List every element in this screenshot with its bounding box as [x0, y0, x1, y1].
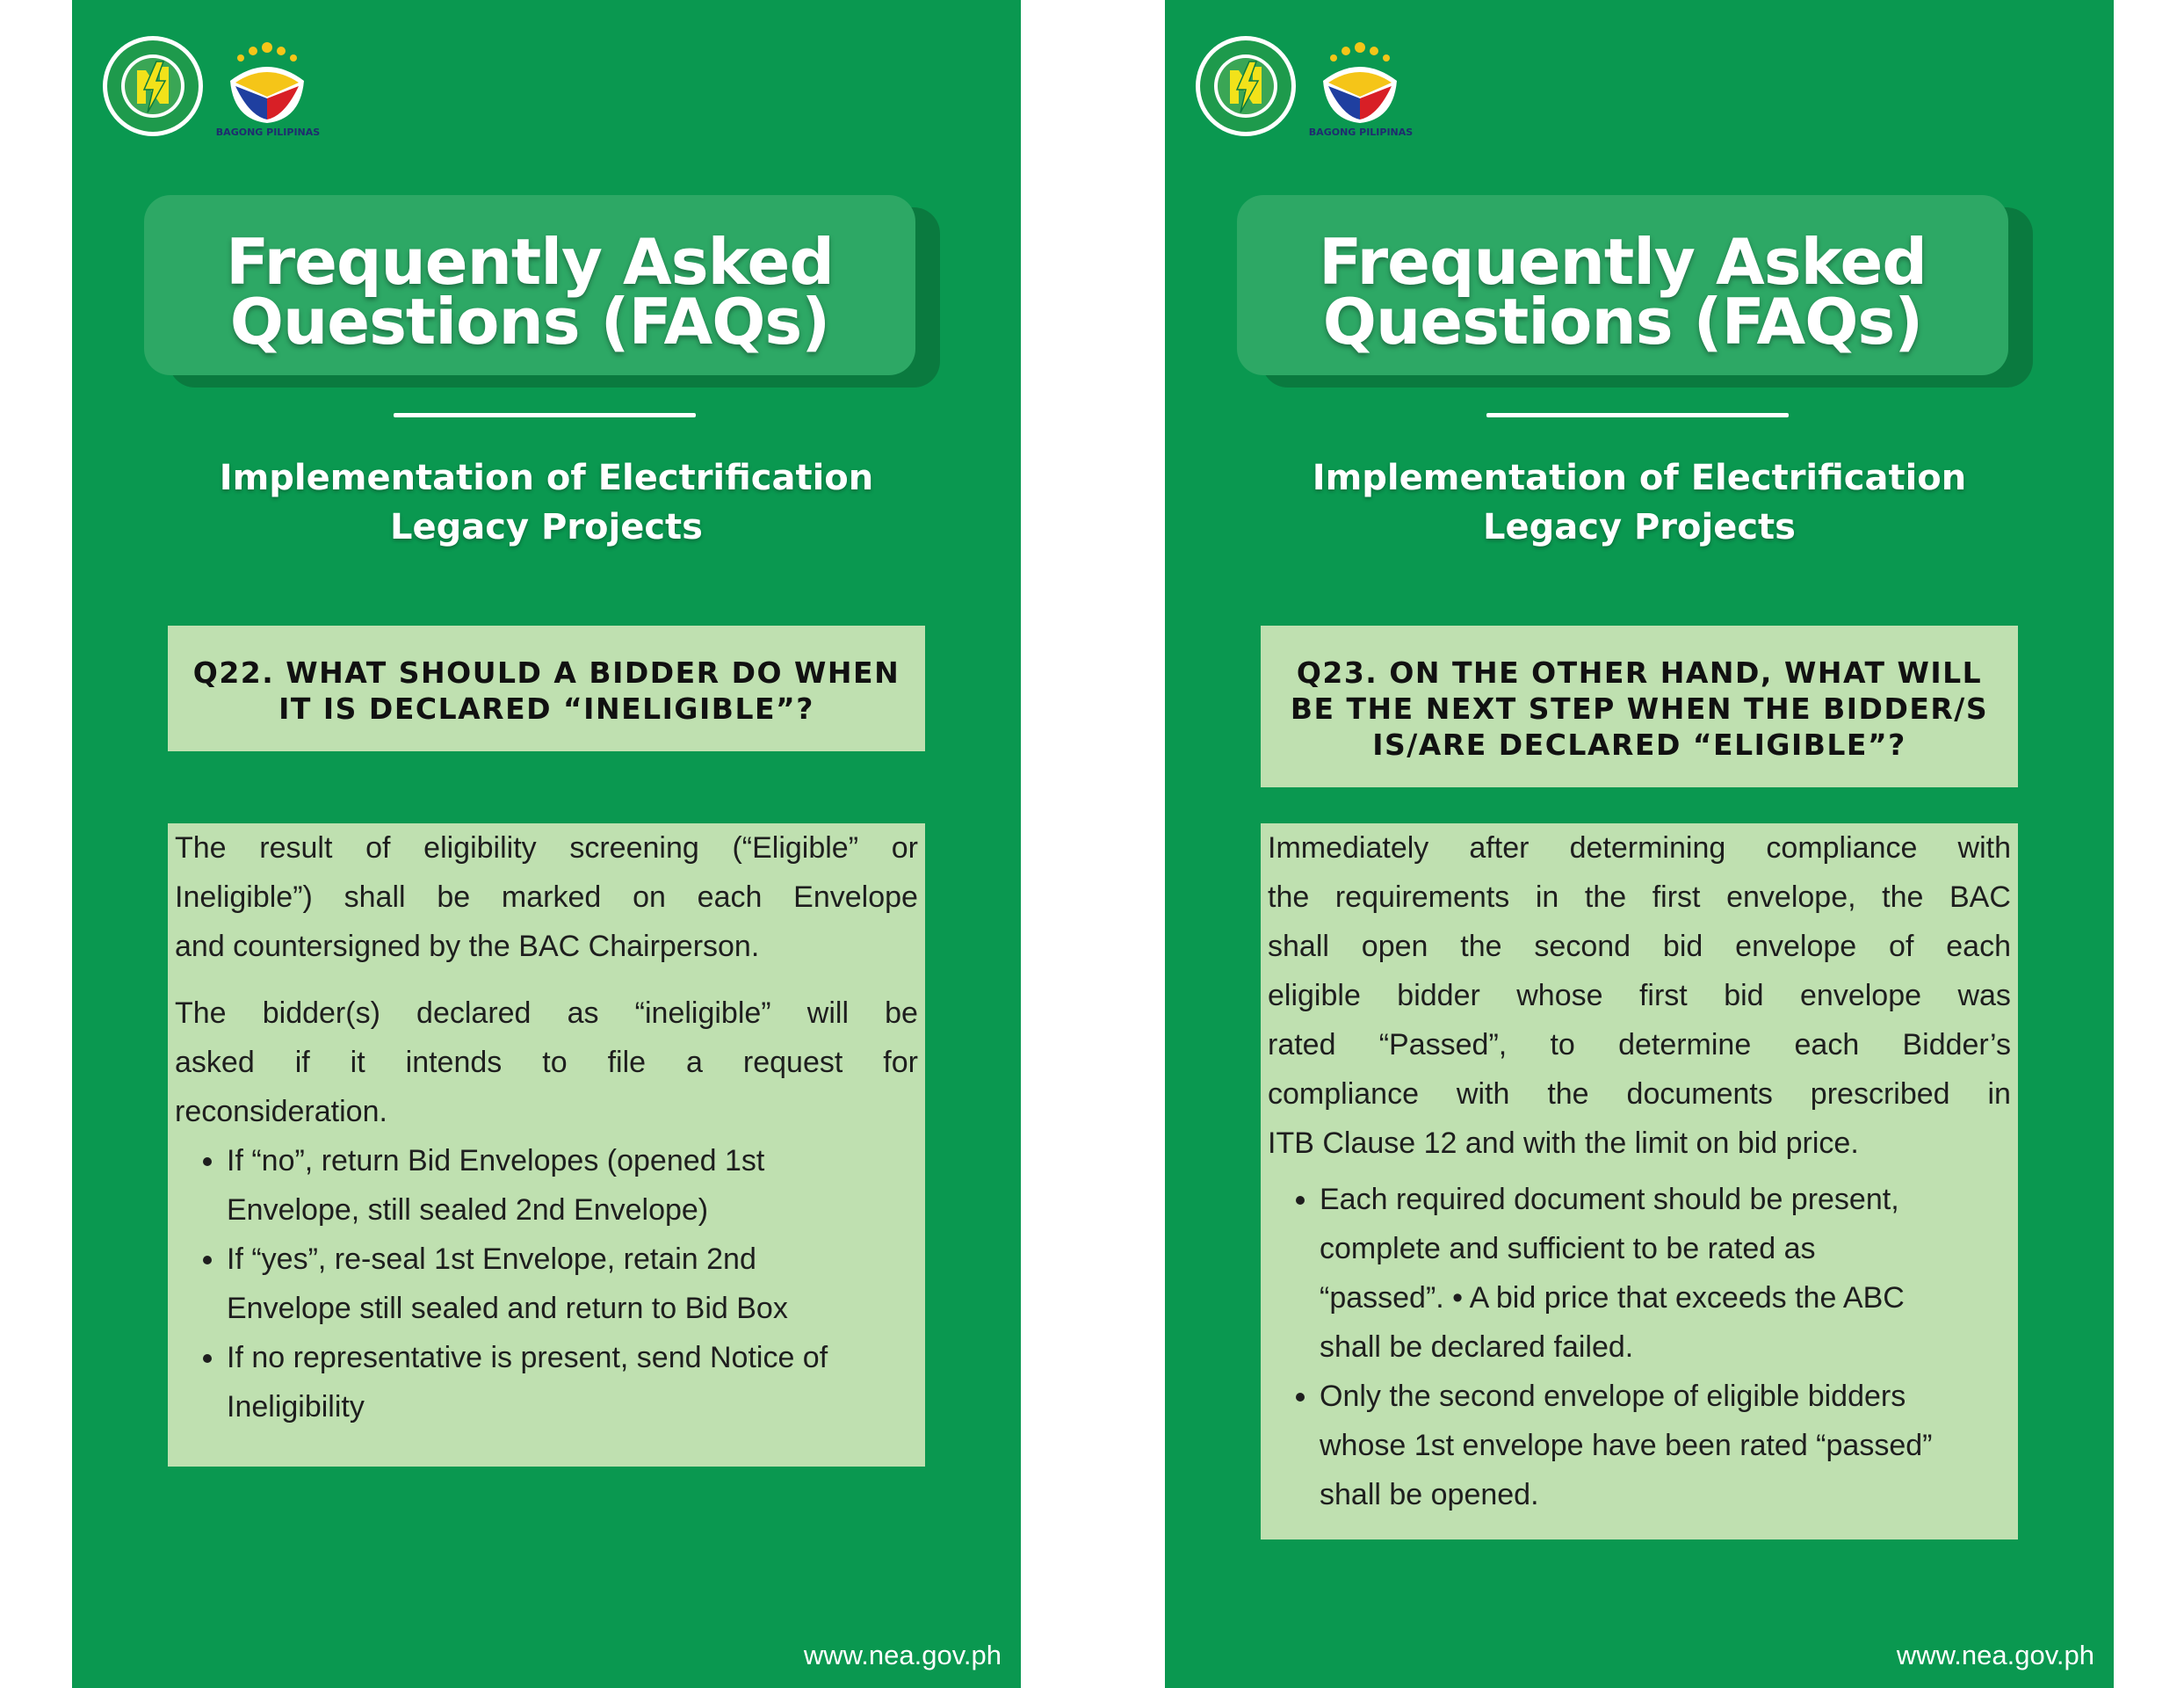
subtitle-line1: Implementation of Electrification	[1312, 458, 1967, 498]
subtitle-line1: Implementation of Electrification	[219, 458, 874, 498]
word: bid	[1662, 930, 1703, 963]
page-title-line1: Frequently Asked	[226, 225, 834, 299]
title-box	[144, 195, 915, 375]
justified-line	[1268, 1069, 2011, 1119]
bullet-list	[168, 1136, 925, 1431]
word: of	[1889, 930, 1914, 963]
word: will	[806, 996, 849, 1030]
word: or	[891, 831, 918, 865]
word: “Passed”,	[1378, 1028, 1508, 1061]
subtitle-line2: Legacy Projects	[390, 507, 703, 547]
word: marked	[501, 880, 602, 914]
answer-paragraph	[175, 823, 918, 971]
subtitle-line2: Legacy Projects	[1483, 507, 1796, 547]
bullet-dot	[203, 1256, 212, 1264]
word: shall	[344, 880, 406, 914]
word: Envelope	[793, 880, 918, 914]
word: eligibility	[423, 831, 537, 865]
logos	[1195, 35, 1414, 141]
word: determine	[1618, 1028, 1752, 1061]
svg-text:BAGONG PILIPINAS: BAGONG PILIPINAS	[215, 127, 321, 138]
nea-seal-icon	[102, 35, 204, 137]
word: The	[175, 831, 227, 865]
word: compliance	[1268, 1077, 1419, 1111]
word: in	[1987, 1077, 2011, 1111]
word: shall	[1268, 930, 1329, 963]
word: with	[1456, 1077, 1510, 1111]
justified-line	[175, 1038, 918, 1087]
title-divider	[394, 413, 696, 417]
paragraph-line: and countersigned by the BAC Chairperson.	[175, 930, 760, 963]
bullet-line: If “yes”, re-seal 1st Envelope, retain 2nd	[227, 1242, 756, 1276]
word: Immediately	[1268, 831, 1429, 865]
word: to	[1550, 1028, 1575, 1061]
justified-line	[175, 989, 918, 1038]
question-line: Q22. WHAT SHOULD A BIDDER DO WHEN	[192, 656, 900, 690]
word: each	[1794, 1028, 1860, 1061]
word: the	[1882, 880, 1924, 914]
word: bid	[1724, 979, 1764, 1012]
word: each	[697, 880, 763, 914]
word: the	[1547, 1077, 1589, 1111]
word: second	[1534, 930, 1631, 963]
word: as	[567, 996, 599, 1030]
bullet-line: “passed”. • A bid price that exceeds the ABC	[1320, 1281, 1905, 1315]
logos	[102, 35, 322, 141]
word: envelope	[1800, 979, 1922, 1012]
word: with	[1957, 831, 2011, 865]
word: the	[1584, 880, 1627, 914]
question-line: IT IS DECLARED “INELIGIBLE”?	[278, 692, 814, 726]
bullet-line: Only the second envelope of eligible bidders	[1320, 1380, 1906, 1413]
page-title-line2: Questions (FAQs)	[229, 285, 830, 359]
justified-line	[1268, 922, 2011, 971]
justified-line	[1268, 823, 2011, 873]
bullet-line: Envelope still sealed and return to Bid Box	[227, 1292, 788, 1325]
answer-paragraph	[1268, 823, 2011, 1168]
bullet-line: Each required document should be present,	[1320, 1183, 1899, 1216]
bullet-line: Envelope, still sealed 2nd Envelope)	[227, 1193, 709, 1227]
word: file	[607, 1046, 647, 1079]
word: prescribed	[1810, 1077, 1950, 1111]
justified-line	[1268, 873, 2011, 922]
question-line: BE THE NEXT STEP WHEN THE BIDDER/S	[1290, 692, 1989, 726]
word: bidder	[1397, 979, 1480, 1012]
nea-seal-icon	[1195, 35, 1297, 137]
word: for	[883, 1046, 918, 1079]
word: result	[259, 831, 333, 865]
answer-box	[168, 823, 925, 1467]
bagong-pilipinas-icon	[214, 35, 322, 139]
bullet-line: If no representative is present, send Notice of	[227, 1341, 828, 1374]
bagong-pilipinas-icon	[1307, 35, 1414, 139]
bullet-item	[168, 1136, 925, 1235]
word: request	[742, 1046, 843, 1079]
page-title-line2: Questions (FAQs)	[1322, 285, 1923, 359]
word: be	[437, 880, 471, 914]
bullet-dot	[1296, 1196, 1305, 1205]
word: be	[885, 996, 918, 1030]
bullet-dot	[203, 1354, 212, 1363]
answer-box	[1261, 823, 2018, 1539]
word: determining	[1569, 831, 1726, 865]
paragraph-line: reconsideration.	[175, 1095, 387, 1128]
justified-line	[175, 873, 918, 922]
word: each	[1946, 930, 2011, 963]
word: BAC	[1949, 880, 2011, 914]
word: a	[686, 1046, 703, 1079]
word: in	[1535, 880, 1559, 914]
word: open	[1361, 930, 1428, 963]
word: was	[1957, 979, 2011, 1012]
bullet-line: Ineligibility	[227, 1390, 365, 1424]
bullet-item	[168, 1333, 925, 1431]
word: the	[1268, 880, 1310, 914]
word: “ineligible”	[634, 996, 771, 1030]
website-link[interactable]: www.nea.gov.ph	[803, 1640, 1002, 1670]
word: documents	[1626, 1077, 1773, 1111]
word: to	[542, 1046, 568, 1079]
word: (“Eligible”	[732, 831, 859, 865]
word: rated	[1268, 1028, 1336, 1061]
word: screening	[569, 831, 699, 865]
word: eligible	[1268, 979, 1361, 1012]
word: the	[1460, 930, 1502, 963]
justified-line	[175, 823, 918, 873]
title-box	[1237, 195, 2008, 375]
word: of	[365, 831, 391, 865]
word: after	[1469, 831, 1530, 865]
word: envelope,	[1726, 880, 1856, 914]
bullet-item	[1261, 1372, 2018, 1519]
word: it	[350, 1046, 365, 1079]
word: envelope	[1735, 930, 1857, 963]
word: if	[294, 1046, 310, 1079]
justified-line	[1268, 1020, 2011, 1069]
title-divider	[1486, 413, 1789, 417]
svg-text:BAGONG PILIPINAS: BAGONG PILIPINAS	[1308, 127, 1414, 138]
word: first	[1652, 880, 1701, 914]
word: Ineligible”)	[175, 880, 313, 914]
word: Bidder’s	[1902, 1028, 2011, 1061]
faq-panel-q22	[72, 0, 1021, 1688]
word: first	[1638, 979, 1688, 1012]
bullet-line: shall be declared failed.	[1320, 1330, 1634, 1364]
question-box	[168, 626, 925, 751]
paragraph-line: ITB Clause 12 and with the limit on bid price.	[1268, 1127, 1859, 1160]
page-title-line1: Frequently Asked	[1319, 225, 1927, 299]
faq-panel-q23	[1165, 0, 2114, 1688]
bullet-line: If “no”, return Bid Envelopes (opened 1st	[227, 1144, 765, 1177]
bullet-line: whose 1st envelope have been rated “passed”	[1320, 1429, 1933, 1462]
word: requirements	[1334, 880, 1510, 914]
bullet-dot	[1296, 1393, 1305, 1402]
justified-line	[1268, 971, 2011, 1020]
word: on	[633, 880, 666, 914]
word: intends	[405, 1046, 503, 1079]
word: asked	[175, 1046, 255, 1079]
bullet-list	[1261, 1175, 2018, 1519]
website-link[interactable]: www.nea.gov.ph	[1896, 1640, 2094, 1670]
bullet-line: shall be opened.	[1320, 1478, 1539, 1511]
bullet-item	[168, 1235, 925, 1333]
bullet-dot	[203, 1157, 212, 1166]
answer-paragraph	[175, 989, 918, 1136]
word: bidder(s)	[262, 996, 380, 1030]
word: compliance	[1766, 831, 1918, 865]
bullet-item	[1261, 1175, 2018, 1372]
word: The	[175, 996, 227, 1030]
question-box	[1261, 626, 2018, 787]
question-line: IS/ARE DECLARED “ELIGIBLE”?	[1372, 728, 1906, 762]
word: declared	[416, 996, 532, 1030]
word: whose	[1516, 979, 1603, 1012]
question-line: Q23. ON THE OTHER HAND, WHAT WILL	[1296, 656, 1983, 690]
bullet-line: complete and sufficient to be rated as	[1320, 1232, 1816, 1265]
